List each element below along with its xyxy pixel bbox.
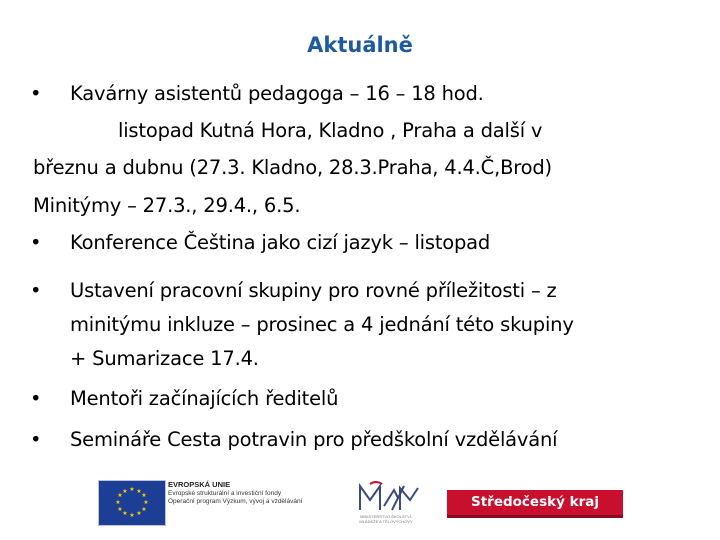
svg-text:★: ★ (136, 510, 142, 517)
eu-heading: EVROPSKÁ UNIE (168, 480, 231, 489)
svg-text:★: ★ (117, 492, 123, 499)
svg-text:★: ★ (129, 512, 135, 519)
stredocesky-kraj-logo (447, 490, 623, 520)
continuation-line: březnu a dubnu (27.3. Kladno, 28.3.Praha, 4.4.Č,Brod) (33, 156, 552, 179)
svg-text:★: ★ (115, 499, 121, 506)
eu-stars-icon (99, 481, 165, 525)
item-text: Mentoři začínajících ředitelů (70, 387, 339, 410)
item-text: Kavárny asistentů pedagoga – 16 – 18 hod. (70, 82, 484, 105)
slide-title: Aktuálně (307, 33, 413, 57)
svg-text:★: ★ (136, 488, 142, 495)
bullet-marker: • (30, 231, 42, 254)
eu-flag-icon (98, 480, 166, 526)
msmt-logo (348, 480, 424, 526)
svg-text:★: ★ (129, 486, 135, 493)
bullet-item-mentori (30, 385, 338, 413)
kraj-stripe (447, 515, 623, 518)
svg-text:★: ★ (122, 488, 128, 495)
svg-text:★: ★ (141, 506, 147, 513)
bullet-marker: • (30, 279, 42, 302)
bullet-item-seminare (30, 426, 557, 454)
eu-funds-text: Evropské strukturální a investiční fondy (168, 489, 282, 497)
svg-text:★: ★ (117, 506, 123, 513)
eu-program-label (168, 481, 302, 507)
msmt-logo-icon (348, 480, 424, 514)
kraj-label: Středočeský kraj (447, 490, 623, 515)
continuation-line: minitýmu inkluze – prosinec a 4 jednání této skupiny (70, 313, 574, 336)
svg-text:★: ★ (122, 510, 128, 517)
bullet-item-kavarny (30, 80, 484, 108)
eu-program-text: Operační program Výzkum, vývoj a vzdělávání (168, 498, 303, 505)
item-text: Ustavení pracovní skupiny pro rovné příležitosti – z (70, 279, 557, 302)
svg-text:★: ★ (141, 492, 147, 499)
msmt-subtitle-1: MINISTERSTVO ŠKOLSTVÍ, (360, 514, 412, 519)
text-line-minitymy: Minitýmy – 27.3., 29.4., 6.5. (33, 194, 301, 217)
bullet-marker: • (30, 82, 42, 105)
item-text: Semináře Cesta potravin pro předškolní vzdělávání (70, 428, 558, 451)
msmt-subtitle-2: MLÁDEŽE A TĚLOVÝCHOVY (359, 519, 413, 524)
item-text: Konference Čeština jako cizí jazyk – listopad (70, 231, 491, 254)
svg-text:★: ★ (143, 499, 149, 506)
bullet-item-konference (30, 229, 490, 257)
bullet-marker: • (30, 428, 42, 451)
bullet-marker: • (30, 387, 42, 410)
continuation-line: listopad Kutná Hora, Kladno , Praha a další v (118, 119, 543, 142)
bullet-item-ustaveni (30, 277, 557, 305)
continuation-line: + Sumarizace 17.4. (70, 347, 259, 370)
footer-logos (0, 478, 720, 528)
